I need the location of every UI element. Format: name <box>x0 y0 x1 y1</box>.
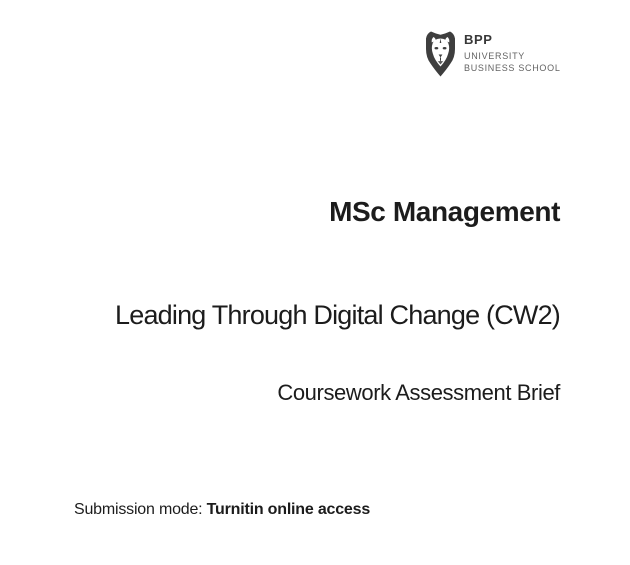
bpp-subtitle-line1: UNIVERSITY <box>464 51 526 61</box>
bpp-brand-label: BPP <box>464 32 493 47</box>
program-title: MSc Management <box>329 196 560 227</box>
submission-mode-label: Submission mode: <box>74 501 207 518</box>
module-title: Leading Through Digital Change (CW2) <box>115 300 560 330</box>
bpp-lion-badge-icon <box>424 30 457 78</box>
bpp-subtitle-line2: BUSINESS SCHOOL <box>464 63 561 73</box>
brief-subtitle: Coursework Assessment Brief <box>277 380 560 405</box>
submission-mode-line <box>74 501 370 519</box>
bpp-logo <box>424 30 561 78</box>
bpp-logo-text <box>464 30 561 74</box>
submission-mode-value: Turnitin online access <box>206 501 371 518</box>
